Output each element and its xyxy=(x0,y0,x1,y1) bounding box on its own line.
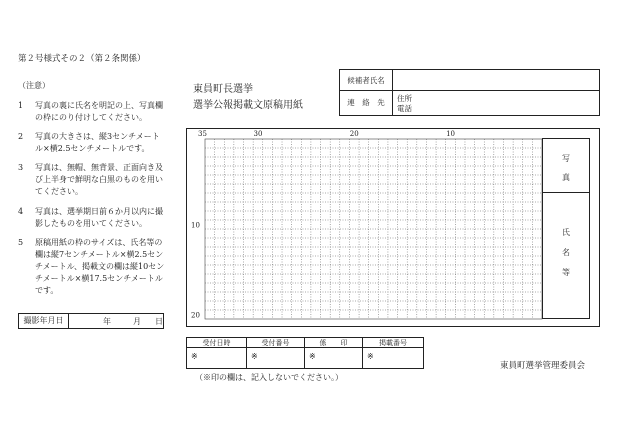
name-char-1: 氏 xyxy=(562,228,570,237)
form-title: 第２号様式その２（第２条関係） xyxy=(18,54,146,64)
note-text: 写真は、選挙期日前６か月以内に撮影したものを用いてください。 xyxy=(35,207,163,228)
grid-cells xyxy=(205,139,542,319)
column-markers xyxy=(198,130,455,138)
notes-heading: （注意） xyxy=(18,81,50,90)
photo-char-2: 真 xyxy=(562,173,570,182)
photo-date-label: 撮影年月日 xyxy=(19,314,69,328)
name-char-2: 名 xyxy=(562,248,570,257)
name-slot[interactable] xyxy=(543,193,589,318)
note-text: 写真の裏に氏名を明記の上、写真欄の枠にのり付けしてください。 xyxy=(35,101,163,122)
row-marker: 20 xyxy=(191,311,200,320)
note-text: 写真の大きさは、縦3センチメートル×横2.5センチメートルです。 xyxy=(35,132,160,153)
reception-header-number: 受付番号 xyxy=(247,338,305,348)
reception-header-date: 受付日時 xyxy=(187,338,247,348)
note-number: 4 xyxy=(18,207,24,216)
contact-label: 連 絡 先 xyxy=(340,91,393,115)
candidate-name-label: 候補者氏名 xyxy=(340,70,393,91)
name-char-3: 等 xyxy=(562,268,570,277)
note-number: 3 xyxy=(18,163,24,172)
column-marker: 30 xyxy=(253,130,263,138)
note-number: 5 xyxy=(18,238,24,247)
form-name: 選挙公報掲載文原稿用紙 xyxy=(193,100,303,111)
reception-cell-date: ※ xyxy=(187,348,247,368)
reception-note: （※印の欄は、記入しないでください。） xyxy=(195,373,343,382)
photo-date-year: 年 xyxy=(103,317,111,326)
reception-cell-publication: ※ xyxy=(367,352,374,361)
column-marker: 10 xyxy=(446,130,455,138)
row-markers xyxy=(191,222,200,320)
note-number: 2 xyxy=(18,132,24,141)
photo-char-1: 写 xyxy=(562,154,570,163)
reception-table xyxy=(186,337,424,369)
photo-slot[interactable] xyxy=(543,139,589,193)
row-marker: 10 xyxy=(191,221,200,230)
reception-cell-seal: ※ xyxy=(305,348,363,368)
phone-label: 電話 xyxy=(397,104,412,113)
note-text: 原稿用紙の枠のサイズは、氏名等の欄は縦7センチメートル×横2.5センチメートル、掲載文の欄は縦10センチメートル×横17.5センチメートルです。 xyxy=(35,238,165,295)
photo-date-day: 日 xyxy=(155,317,163,326)
election-name: 東員町長選挙 xyxy=(193,84,253,95)
issuer-name: 東員町選挙管理委員会 xyxy=(500,361,586,371)
address-label: 住所 xyxy=(397,94,412,103)
side-panel xyxy=(542,138,590,319)
reception-header-publication: 掲載番号 xyxy=(363,338,423,348)
column-marker: 20 xyxy=(349,130,359,138)
reception-cell-number: ※ xyxy=(247,348,305,368)
note-number: 1 xyxy=(18,101,24,110)
column-marker: 35 xyxy=(198,130,207,138)
note-text: 写真は、無帽、無背景、正面向き及び上半身で鮮明な白黒のものを用いてください。 xyxy=(35,163,163,196)
photo-date-month: 月 xyxy=(133,317,141,326)
reception-header-seal: 係 印 xyxy=(305,338,363,348)
